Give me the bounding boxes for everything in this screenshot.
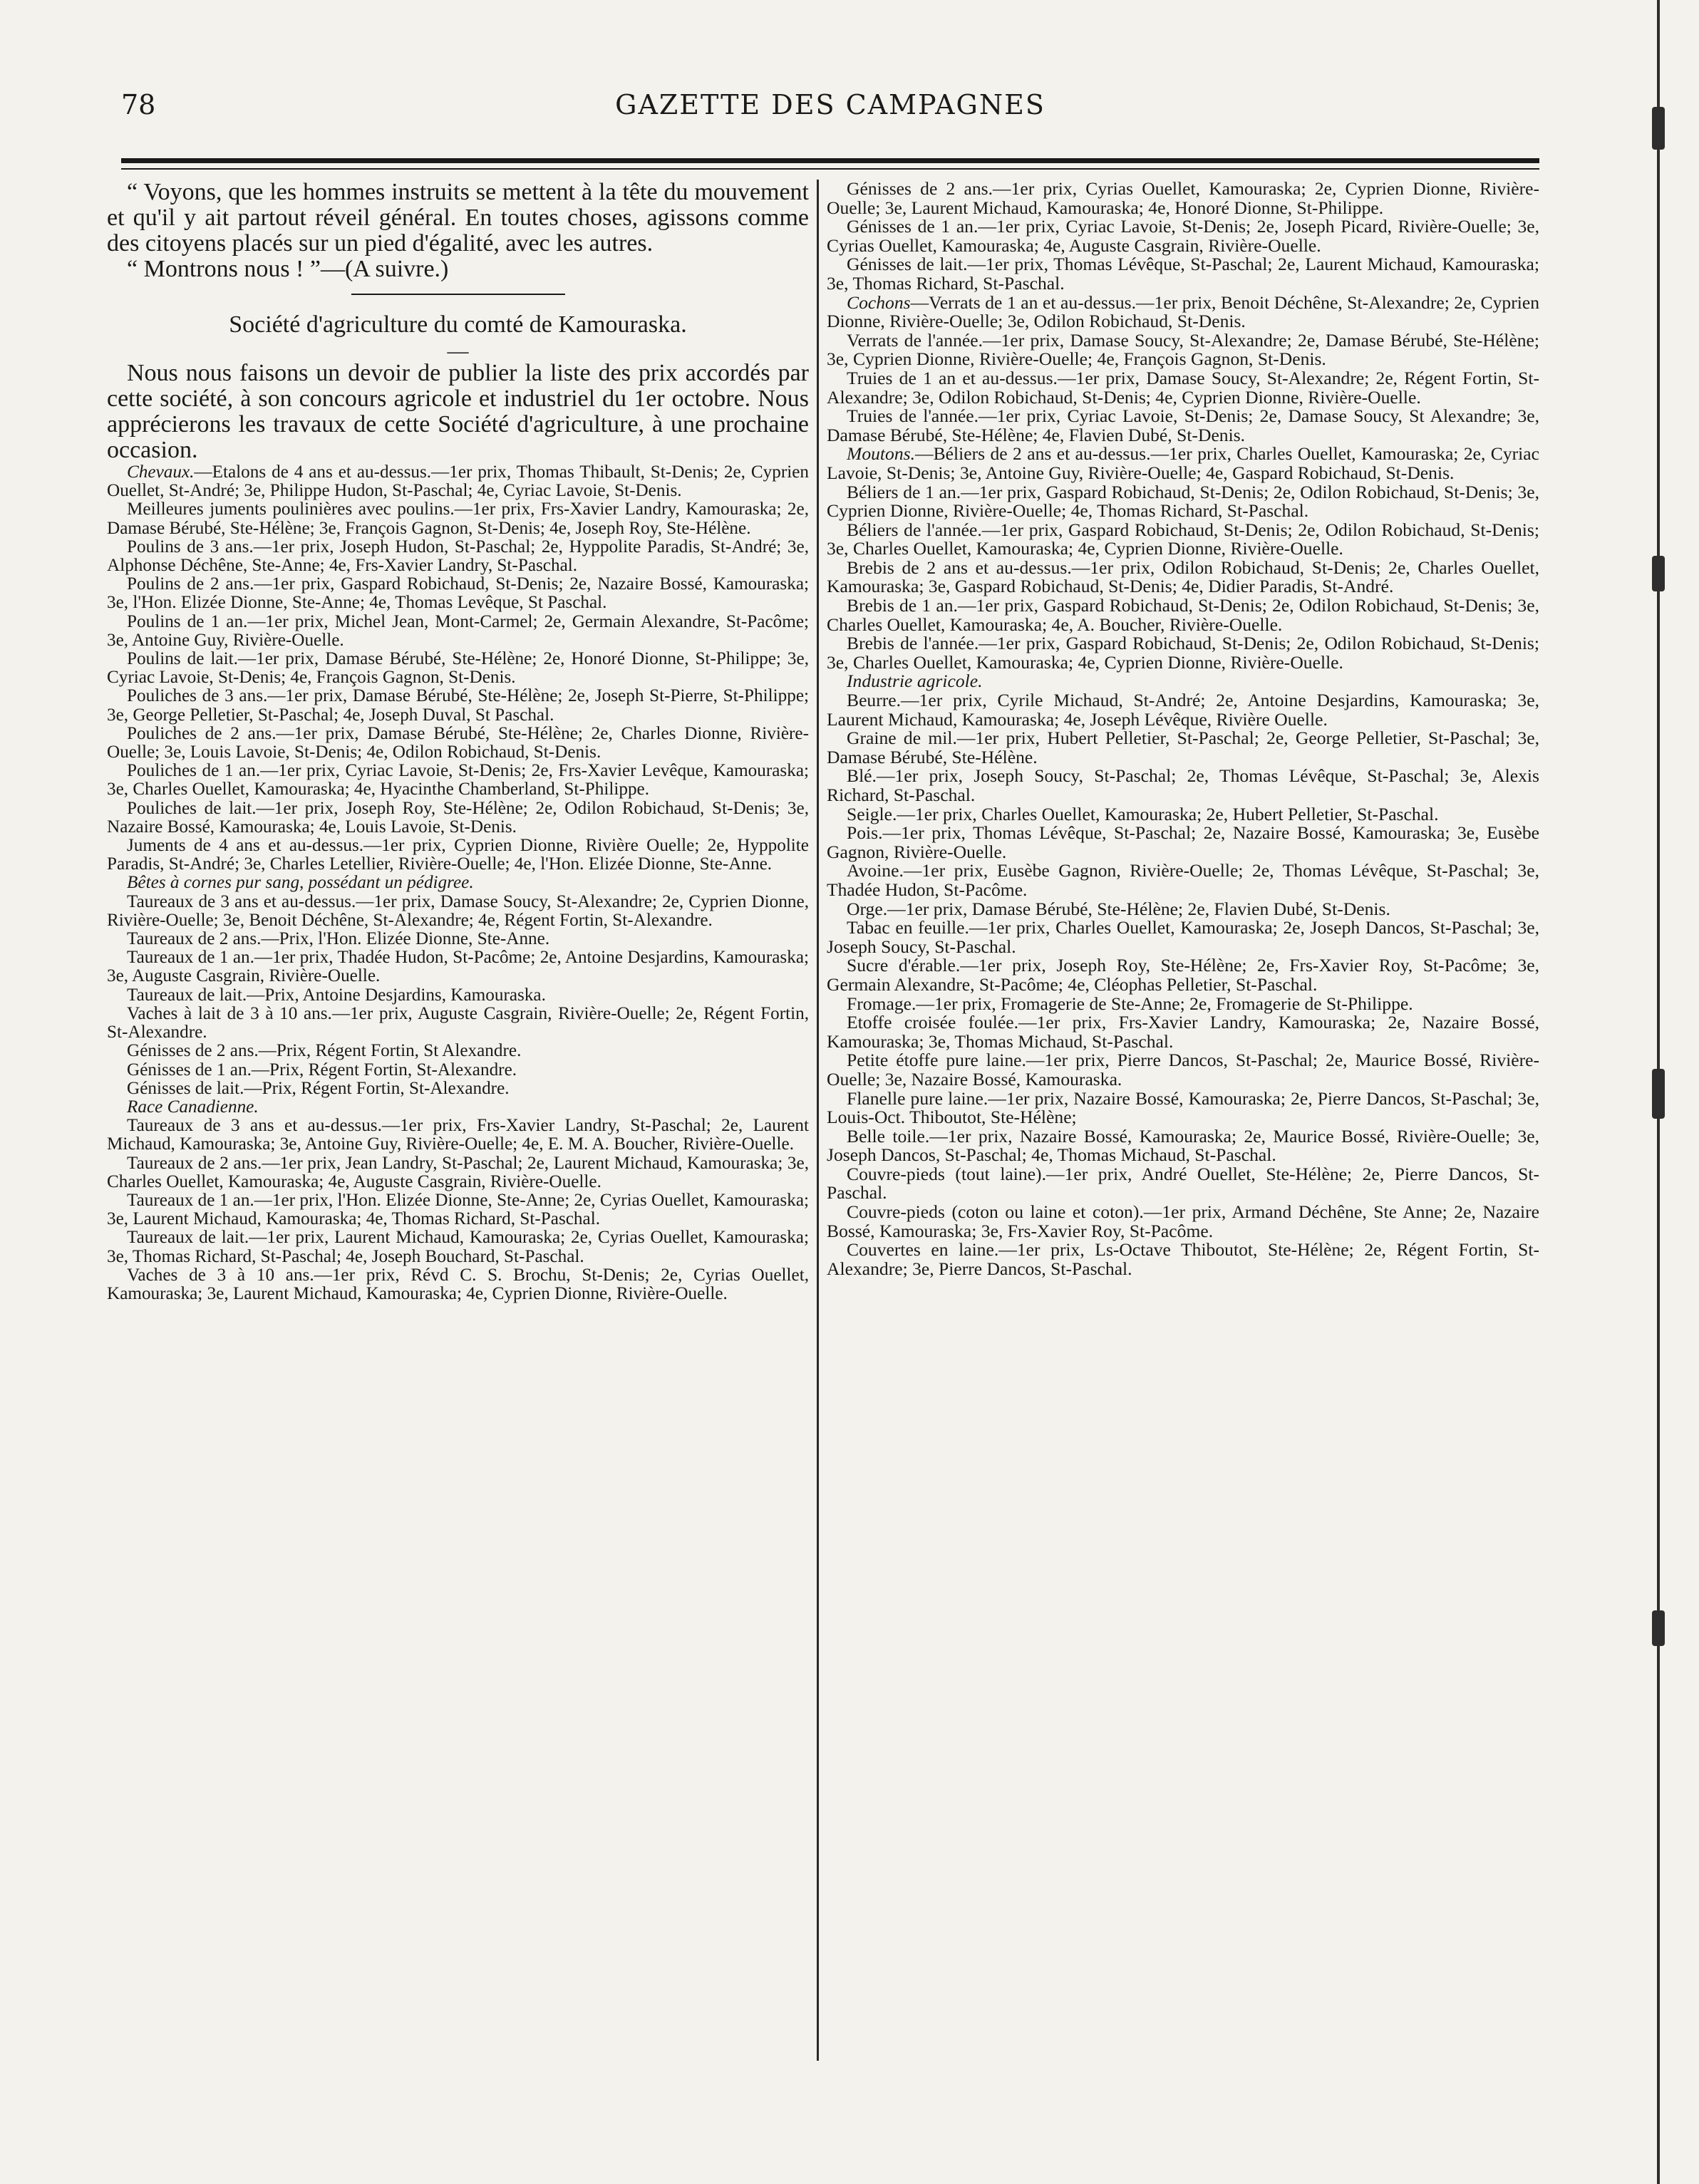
prize-entry: Génisses de 1 an.—1er prix, Cyriac Lavoie, St-Denis; 2e, Joseph Picard, Rivière-Ouelle; 3e, Cyrias Ouellet, Kamouraska; 4e, Auguste Casgrain, Rivière-Ouelle.	[827, 216, 1539, 256]
column-divider	[817, 180, 819, 2061]
prize-entry: Couvertes en laine.—1er prix, Ls-Octave Thiboutot, Ste-Hélène; 2e, Régent Fortin, St-Alexandre; 3e, Pierre Dancos, St-Paschal.	[827, 1239, 1539, 1279]
prize-entry: Flanelle pure laine.—1er prix, Nazaire Bossé, Kamouraska; 2e, Pierre Dancos, St-Paschal; 3e, Louis-Oct. Thiboutot, Ste-Hélène;	[827, 1087, 1539, 1128]
category-label: Cochons	[847, 291, 911, 313]
prize-entry: Pouliches de 2 ans.—1er prix, Damase Bérubé, Ste-Hélène; 2e, Charles Dionne, Rivière-Ouelle; 3e, Louis Lavoie, St-Denis; 4e, Odilon Robichaud, St-Denis.	[107, 723, 809, 762]
prize-entry: Taureaux de 2 ans.—Prix, l'Hon. Elizée Dionne, Ste-Anne.	[127, 929, 550, 949]
prize-entry: Poulins de 1 an.—1er prix, Michel Jean, Mont-Carmel; 2e, Germain Alexandre, St-Pacôme; 3e, Antoine Guy, Rivière-Ouelle.	[107, 611, 809, 650]
category-label: Moutons.	[847, 443, 915, 465]
prize-entry: Seigle.—1er prix, Charles Ouellet, Kamouraska; 2e, Hubert Pelletier, St-Paschal.	[847, 803, 1439, 824]
category-text: —Béliers de 2 ans et au-dessus.—1er prix, Charles Ouellet, Kamouraska; 2e, Cyriac Lavoie, St-Denis; 3e, Antoine Guy, Rivière-Ouelle; 4e, Gaspard Robichaud, St-Denis.	[827, 443, 1539, 483]
prize-entry: Pouliches de 3 ans.—1er prix, Damase Bérubé, Ste-Hélène; 2e, Joseph St-Pierre, St-Philippe; 3e, George Pelletier, St-Paschal; 4e, Joseph Duval, St Paschal.	[107, 686, 809, 725]
intro-paragraph: “ Voyons, que les hommes instruits se mettent à la tête du mouvement et qu'il y ait partout réveil général. En toutes choses, agissons comme des citoyens placés sur un pied d'égalité, avec les autres.	[107, 179, 809, 257]
prize-entry: Brebis de l'année.—1er prix, Gaspard Robichaud, St-Denis; 2e, Odilon Robichaud, St-Denis; 3e, Charles Ouellet, Kamouraska; 4e, Cyprien Dionne, Rivière-Ouelle.	[827, 633, 1539, 673]
subheading: Race Canadienne.	[127, 1097, 259, 1117]
prize-entry: Couvre-pieds (coton ou laine et coton).—1er prix, Armand Déchêne, Ste Anne; 2e, Nazaire Bossé, Kamouraska; 3e, Frs-Xavier Roy, St-Pacôme.	[827, 1201, 1539, 1241]
section-title: Société d'agriculture du comté de Kamouraska.	[229, 311, 687, 338]
prize-entry: Meilleures juments poulinières avec poulins.—1er prix, Frs-Xavier Landry, Kamouraska; 2e, Damase Bérubé, Ste-Hélène; 3e, François Gagnon, St-Denis; 4e, Joseph Roy, Ste-Hélène.	[107, 500, 809, 538]
prize-entry: Vaches de 3 à 10 ans.—1er prix, Révd C. S. Brochu, St-Denis; 2e, Cyrias Ouellet, Kamouraska; 3e, Laurent Michaud, Kamouraska; 4e, Cyprien Dionne, Rivière-Ouelle.	[107, 1265, 809, 1303]
prize-entry: Pouliches de lait.—1er prix, Joseph Roy, Ste-Hélène; 2e, Odilon Robichaud, St-Denis; 3e, Nazaire Bossé, Kamouraska; 4e, Louis Lavoie, St-Denis.	[107, 798, 809, 837]
left-prize-list	[107, 463, 809, 1303]
prize-entry: Béliers de 1 an.—1er prix, Gaspard Robichaud, St-Denis; 2e, Odilon Robichaud, St-Denis; 3e, Cyprien Dionne, Rivière-Ouelle; 4e, Thomas Richard, St-Paschal.	[827, 481, 1539, 522]
prize-entry: Couvre-pieds (tout laine).—1er prix, André Ouellet, Ste-Hélène; 2e, Pierre Dancos, St-Paschal.	[827, 1163, 1539, 1204]
category-text: —Etalons de 4 ans et au-dessus.—1er prix, Thomas Thibault, St-Denis; 2e, Cyprien Ouellet, St-André; 3e, Philippe Hudon, St-Paschal; 4e, Cyriac Lavoie, St-Denis.	[107, 462, 809, 501]
prize-entry: Taureaux de 3 ans et au-dessus.—1er prix, Damase Soucy, St-Alexandre; 2e, Cyprien Dionne, Rivière-Ouelle; 3e, Benoit Déchêne, St-Alexandre; 4e, Régent Fortin, St-Alexandre.	[107, 891, 809, 930]
prize-entry: Petite étoffe pure laine.—1er prix, Pierre Dancos, St-Paschal; 2e, Maurice Bossé, Rivière-Ouelle; 3e, Nazaire Bossé, Kamouraska.	[827, 1050, 1539, 1090]
prize-entry	[107, 463, 809, 500]
section-rule	[351, 294, 565, 295]
prize-entry: Taureaux de 3 ans et au-dessus.—1er prix, Frs-Xavier Landry, St-Paschal; 2e, Laurent Michaud, Kamouraska; 3e, Antoine Guy, Rivière-Ouelle; 4e, E. M. A. Boucher, Rivière-Ouelle.	[107, 1116, 809, 1154]
prize-entry: Truies de 1 an et au-dessus.—1er prix, Damase Soucy, St-Alexandre; 2e, Régent Fortin, St-Alexandre; 3e, Odilon Robichaud, St-Denis; 4e, Cyprien Dionne, Rivière-Ouelle.	[827, 367, 1539, 408]
prize-entry: Sucre d'érable.—1er prix, Joseph Roy, Ste-Hélène; 2e, Frs-Xavier Roy, St-Pacôme; 3e, Germain Alexandre, St-Pacôme; 4e, Cléophas Pelletier, St-Paschal.	[827, 955, 1539, 995]
left-column	[107, 180, 809, 1303]
society-intro: Nous nous faisons un devoir de publier la liste des prix accordés par cette société, à son concours agricole et industriel du 1er octobre. Nous apprécierons les travaux de cette Société d'agriculture, à une prochaine occasion.	[107, 360, 809, 463]
spine-mark	[1652, 1069, 1665, 1119]
prize-entry: Poulins de lait.—1er prix, Damase Bérubé, Ste-Hélène; 2e, Honoré Dionne, St-Philippe; 3e, Cyriac Lavoie, St-Denis; 4e, François Gagnon, St-Denis.	[107, 649, 809, 688]
prize-entry: Truies de l'année.—1er prix, Cyriac Lavoie, St-Denis; 2e, Damase Soucy, St Alexandre; 3e, Damase Bérubé, Ste-Hélène; 4e, Flavien Dubé, St-Denis.	[827, 405, 1539, 445]
prize-entry: Pois.—1er prix, Thomas Lévêque, St-Paschal; 2e, Nazaire Bossé, Kamouraska; 3e, Eusèbe Gagnon, Rivière-Ouelle.	[827, 822, 1539, 862]
spine-mark	[1652, 107, 1665, 150]
spine-mark	[1652, 1610, 1665, 1646]
subheading: Bêtes à cornes pur sang, possédant un pédigree.	[127, 873, 474, 893]
prize-entry: Beurre.—1er prix, Cyrile Michaud, St-André; 2e, Antoine Desjardins, Kamouraska; 3e, Laurent Michaud, Kamouraska; 4e, Joseph Lévêque, Rivière Ouelle.	[827, 690, 1539, 730]
prize-entry	[827, 445, 1539, 482]
prize-entry: Fromage.—1er prix, Fromagerie de Ste-Anne; 2e, Fromagerie de St-Philippe.	[847, 993, 1413, 1014]
prize-entry: Génisses de 1 an.—Prix, Régent Fortin, St-Alexandre.	[127, 1060, 517, 1080]
prize-entry: Orge.—1er prix, Damase Bérubé, Ste-Hélène; 2e, Flavien Dubé, St-Denis.	[847, 898, 1390, 919]
prize-entry: Juments de 4 ans et au-dessus.—1er prix, Cyprien Dionne, Rivière Ouelle; 2e, Hyppolite Paradis, St-André; 3e, Charles Letellier, Rivière-Ouelle; 4e, l'Hon. Elizée Dionne, Ste-Anne.	[107, 836, 809, 874]
prize-entry: Poulins de 3 ans.—1er prix, Joseph Hudon, St-Paschal; 2e, Hyppolite Paradis, St-André; 3e, Alphonse Déchêne, Ste-Anne; 4e, Frs-Xavier Landry, St-Paschal.	[107, 537, 809, 576]
prize-entry: Brebis de 1 an.—1er prix, Gaspard Robichaud, St-Denis; 2e, Odilon Robichaud, St-Denis; 3e, Charles Ouellet, Kamouraska; 4e, A. Boucher, Rivière-Ouelle.	[827, 595, 1539, 635]
running-header	[121, 89, 1539, 132]
prize-entry: Taureaux de lait.—Prix, Antoine Desjardins, Kamouraska.	[127, 985, 546, 1005]
prize-entry: Génisses de lait.—Prix, Régent Fortin, St-Alexandre.	[127, 1078, 510, 1098]
prize-entry: Taureaux de 1 an.—1er prix, Thadée Hudon, St-Pacôme; 2e, Antoine Desjardins, Kamouraska; 3e, Auguste Casgrain, Rivière-Ouelle.	[107, 948, 809, 986]
prize-entry: Graine de mil.—1er prix, Hubert Pelletier, St-Paschal; 2e, George Pelletier, St-Paschal; 3e, Damase Bérubé, Ste-Hélène.	[827, 728, 1539, 767]
header-rule	[121, 158, 1539, 163]
prize-entry: Etoffe croisée foulée.—1er prix, Frs-Xavier Landry, Kamouraska; 2e, Nazaire Bossé, Kamouraska; 3e, Thomas Michaud, St-Paschal.	[827, 1012, 1539, 1052]
header-rule-thin	[121, 168, 1539, 170]
prize-entry: Génisses de lait.—1er prix, Thomas Lévêque, St-Paschal; 2e, Laurent Michaud, Kamouraska; 3e, Thomas Richard, St-Paschal.	[827, 254, 1539, 294]
category-text: —Verrats de 1 an et au-dessus.—1er prix, Benoit Déchêne, St-Alexandre; 2e, Cyprien Dionne, Rivière-Ouelle; 3e, Odilon Robichaud, St-Denis.	[827, 291, 1539, 332]
intro-closing: “ Montrons nous ! ”—(A suivre.)	[127, 256, 449, 282]
prize-entry: Génisses de 2 ans.—Prix, Régent Fortin, St Alexandre.	[127, 1041, 522, 1061]
prize-entry: Brebis de 2 ans et au-dessus.—1er prix, Odilon Robichaud, St-Denis; 2e, Charles Ouellet, Kamouraska; 3e, Gaspard Robichaud, St-Denis; 4e, Didier Paradis, St-André.	[827, 557, 1539, 597]
prize-entry: Blé.—1er prix, Joseph Soucy, St-Paschal; 2e, Thomas Lévêque, St-Paschal; 3e, Alexis Richard, St-Paschal.	[827, 765, 1539, 805]
prize-entry: Avoine.—1er prix, Eusèbe Gagnon, Rivière-Ouelle; 2e, Thomas Lévêque, St-Paschal; 3e, Thadée Hudon, St-Pacôme.	[827, 860, 1539, 900]
prize-entry: Belle toile.—1er prix, Nazaire Bossé, Kamouraska; 2e, Maurice Bossé, Rivière-Ouelle; 3e, Joseph Dancos, St-Paschal; 4e, Thomas Michaud, St-Paschal.	[827, 1125, 1539, 1166]
prize-entry	[827, 291, 1539, 332]
prize-entry: Taureaux de lait.—1er prix, Laurent Michaud, Kamouraska; 2e, Cyrias Ouellet, Kamouraska; 3e, Thomas Richard, St-Paschal; 4e, Joseph Bouchard, St-Paschal.	[107, 1228, 809, 1266]
title-dash: —	[447, 339, 469, 363]
prize-entry: Pouliches de 1 an.—1er prix, Cyriac Lavoie, St-Denis; 2e, Frs-Xavier Levêque, Kamouraska; 3e, Charles Ouellet, Kamouraska; 4e, Hyacinthe Chamberland, St-Philippe.	[107, 761, 809, 799]
prize-entry: Poulins de 2 ans.—1er prix, Gaspard Robichaud, St-Denis; 2e, Nazaire Bossé, Kamouraska; 3e, l'Hon. Elizée Dionne, Ste-Anne; 4e, Thomas Levêque, St Paschal.	[107, 574, 809, 613]
prize-entry: Génisses de 2 ans.—1er prix, Cyrias Ouellet, Kamouraska; 2e, Cyprien Dionne, Rivière-Ouelle; 3e, Laurent Michaud, Kamouraska; 4e, Honoré Dionne, St-Philippe.	[827, 178, 1539, 218]
spine-mark	[1652, 556, 1665, 591]
prize-entry: Tabac en feuille.—1er prix, Charles Ouellet, Kamouraska; 2e, Joseph Dancos, St-Paschal; 3e, Joseph Soucy, St-Paschal.	[827, 917, 1539, 957]
page-number: 78	[121, 89, 156, 120]
prize-entry: Verrats de l'année.—1er prix, Damase Soucy, St-Alexandre; 2e, Damase Bérubé, Ste-Hélène; 3e, Cyprien Dionne, Rivière-Ouelle; 4e, François Gagnon, St-Denis.	[827, 329, 1539, 370]
subheading: Industrie agricole.	[847, 671, 983, 692]
publication-title: GAZETTE DES CAMPAGNES	[615, 89, 1045, 120]
prize-entry: Taureaux de 1 an.—1er prix, l'Hon. Elizée Dionne, Ste-Anne; 2e, Cyrias Ouellet, Kamouraska; 3e, Laurent Michaud, Kamouraska; 4e, Thomas Richard, St-Paschal.	[107, 1190, 809, 1229]
prize-entry: Vaches à lait de 3 à 10 ans.—1er prix, Auguste Casgrain, Rivière-Ouelle; 2e, Régent Fortin, St-Alexandre.	[107, 1003, 809, 1042]
prize-entry: Béliers de l'année.—1er prix, Gaspard Robichaud, St-Denis; 2e, Odilon Robichaud, St-Denis; 3e, Charles Ouellet, Kamouraska; 4e, Cyprien Dionne, Rivière-Ouelle.	[827, 519, 1539, 559]
prize-entry: Taureaux de 2 ans.—1er prix, Jean Landry, St-Paschal; 2e, Laurent Michaud, Kamouraska; 3e, Charles Ouellet, Kamouraska; 4e, Auguste Casgrain, Rivière-Ouelle.	[107, 1153, 809, 1191]
right-column	[827, 180, 1539, 1278]
category-label: Chevaux.	[127, 462, 195, 482]
